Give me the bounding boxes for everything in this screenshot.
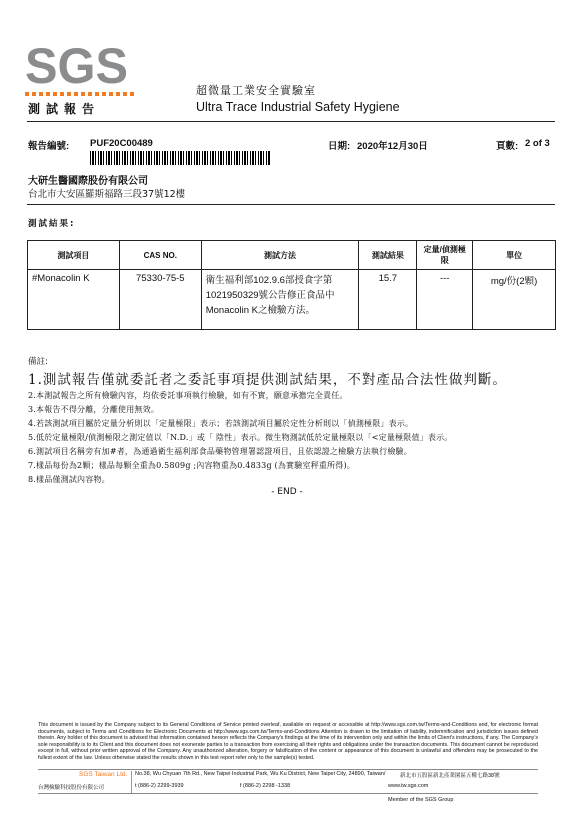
footer-web: www.tw.sgs.com (388, 783, 429, 789)
logo-dots (25, 92, 140, 96)
col-header-limit: 定量/偵測極限 (417, 241, 473, 270)
report-no: PUF20C00489 (90, 138, 153, 149)
results-label: 測試結果: (28, 219, 76, 229)
cell-unit: mg/份(2顆) (473, 270, 556, 330)
footer-bottom-divider (38, 793, 538, 794)
client-address: 台北市大安區羅斯福路三段37號12樓 (28, 189, 186, 200)
footer-fax: f (886-2) 2298 -1338 (240, 783, 291, 789)
report-date: 2020年12月30日 (357, 141, 428, 152)
footer-divider (38, 769, 538, 770)
cell-item: #Monacolin K (28, 270, 120, 330)
lab-title-cn: 超微量工業安全實驗室 (196, 84, 316, 97)
footer-address-cn: 新北市五股區新北產業園區五權七路38號 (400, 773, 500, 779)
lab-title-en: Ultra Trace Industrial Safety Hygiene (196, 100, 400, 114)
note-4: 4.若該測試項目屬於定量分析則以「定量極限」表示；若該測試項目屬於定性分析則以「偵測極限」表示。 (28, 419, 414, 428)
col-header-cas: CAS NO. (119, 241, 201, 270)
footer-separator (131, 771, 132, 794)
note-6: 6.測試項目名稱旁有加#者，為通過衛生福利部食品藥物管理署認證項目，且依認證之檢驗方法執行檢驗。 (28, 447, 412, 456)
company-name-cn: 台灣檢驗科技股份有限公司 (38, 785, 105, 791)
legal-disclaimer: This document is issued by the Company subject to its General Conditions of Service printed overleaf, available on request or accessible at http://www.sgs.com.tw/Terms-and-Conditions and, for electronic format documents, subject to Terms and Conditions for Electronic Documents at http://www.sgs.com.tw/Terms-and-Conditions Attention is drawn to the limitation of liability, indemnification and jurisdiction issues defined therein. Any holder of this document is advised that information contained hereon reflects the Company's findings at the time of its intervention only and within the limits of Client's instructions, if any. The Company's sole responsibility is to its Client and this document does not exonerate parties to a transaction from exercising all their rights and obligations under the transaction documents. This document cannot be reproduced except in full, without prior written approval of the Company. Any unauthorized alteration, forgery or falsification of the content or appearance of this document is unlawful and offenders may be prosecuted to the fullest extent of the law. Unless otherwise stated the results shown in this test report refer only to the sample(s) tested. (38, 722, 538, 761)
col-header-method: 測試方法 (201, 241, 359, 270)
client-divider (27, 204, 555, 205)
note-8: 8.樣品僅測試內容物。 (28, 475, 110, 484)
cell-cas: 75330-75-5 (119, 270, 201, 330)
report-heading: 測試報告 (28, 102, 101, 116)
cell-limit: --- (417, 270, 473, 330)
date-label: 日期: (328, 141, 351, 152)
footer-address-en: No.38, Wu Chyuan 7th Rd., New Taipei Industrial Park, Wu Ku District, New Taipei City, 24890, Taiwan/ (135, 771, 386, 777)
logo-text: SGS (25, 43, 128, 85)
sgs-logo (25, 43, 128, 85)
sgs-taiwan-name: SGS Taiwan Ltd. (79, 771, 128, 778)
page-number: 2 of 3 (525, 138, 550, 149)
report-no-label: 報告編號: (28, 141, 70, 152)
cell-result: 15.7 (359, 270, 417, 330)
note-7: 7.樣品每份為2顆；樣品每顆全重為0.5809g ;內容物重為0.4833g (為實驗室秤重所得)。 (28, 461, 355, 470)
sgs-member: Member of the SGS Group (388, 797, 454, 803)
cell-method: 衛生福利部102.9.6部授食字第1021950329號公告修正食品中Monacolin K之檢驗方法。 (201, 270, 359, 330)
note-5: 5.低於定量極限/偵測極限之測定值以「N.D.」或「 陰性」表示。微生物測試低於定量極限以「<定量極限值」表示。 (28, 433, 453, 442)
note-3: 3.本報告不得分離，分離使用無效。 (28, 405, 160, 414)
report-barcode (90, 151, 270, 165)
col-header-unit: 單位 (473, 241, 556, 270)
table-header-row (28, 241, 556, 270)
note-2: 2.本測試報告之所有檢驗內容，均依委託事項執行檢驗，如有不實，願意承擔完全責任。 (28, 391, 348, 400)
results-table (27, 240, 556, 330)
note-1: 1.測試報告僅就委託者之委託事項提供測試結果，不對產品合法性做判斷。 (28, 372, 507, 388)
footer-tel: t (886-2) 2299-3939 (135, 783, 184, 789)
col-header-item: 測試項目 (28, 241, 120, 270)
header-divider (27, 121, 555, 122)
page-label: 頁數: (496, 141, 519, 152)
table-row (28, 270, 556, 330)
notes-label: 備註: (28, 357, 48, 367)
end-marker: - END - (271, 487, 303, 497)
col-header-result: 測試結果 (359, 241, 417, 270)
client-company: 大研生醫國際股份有限公司 (28, 176, 148, 187)
